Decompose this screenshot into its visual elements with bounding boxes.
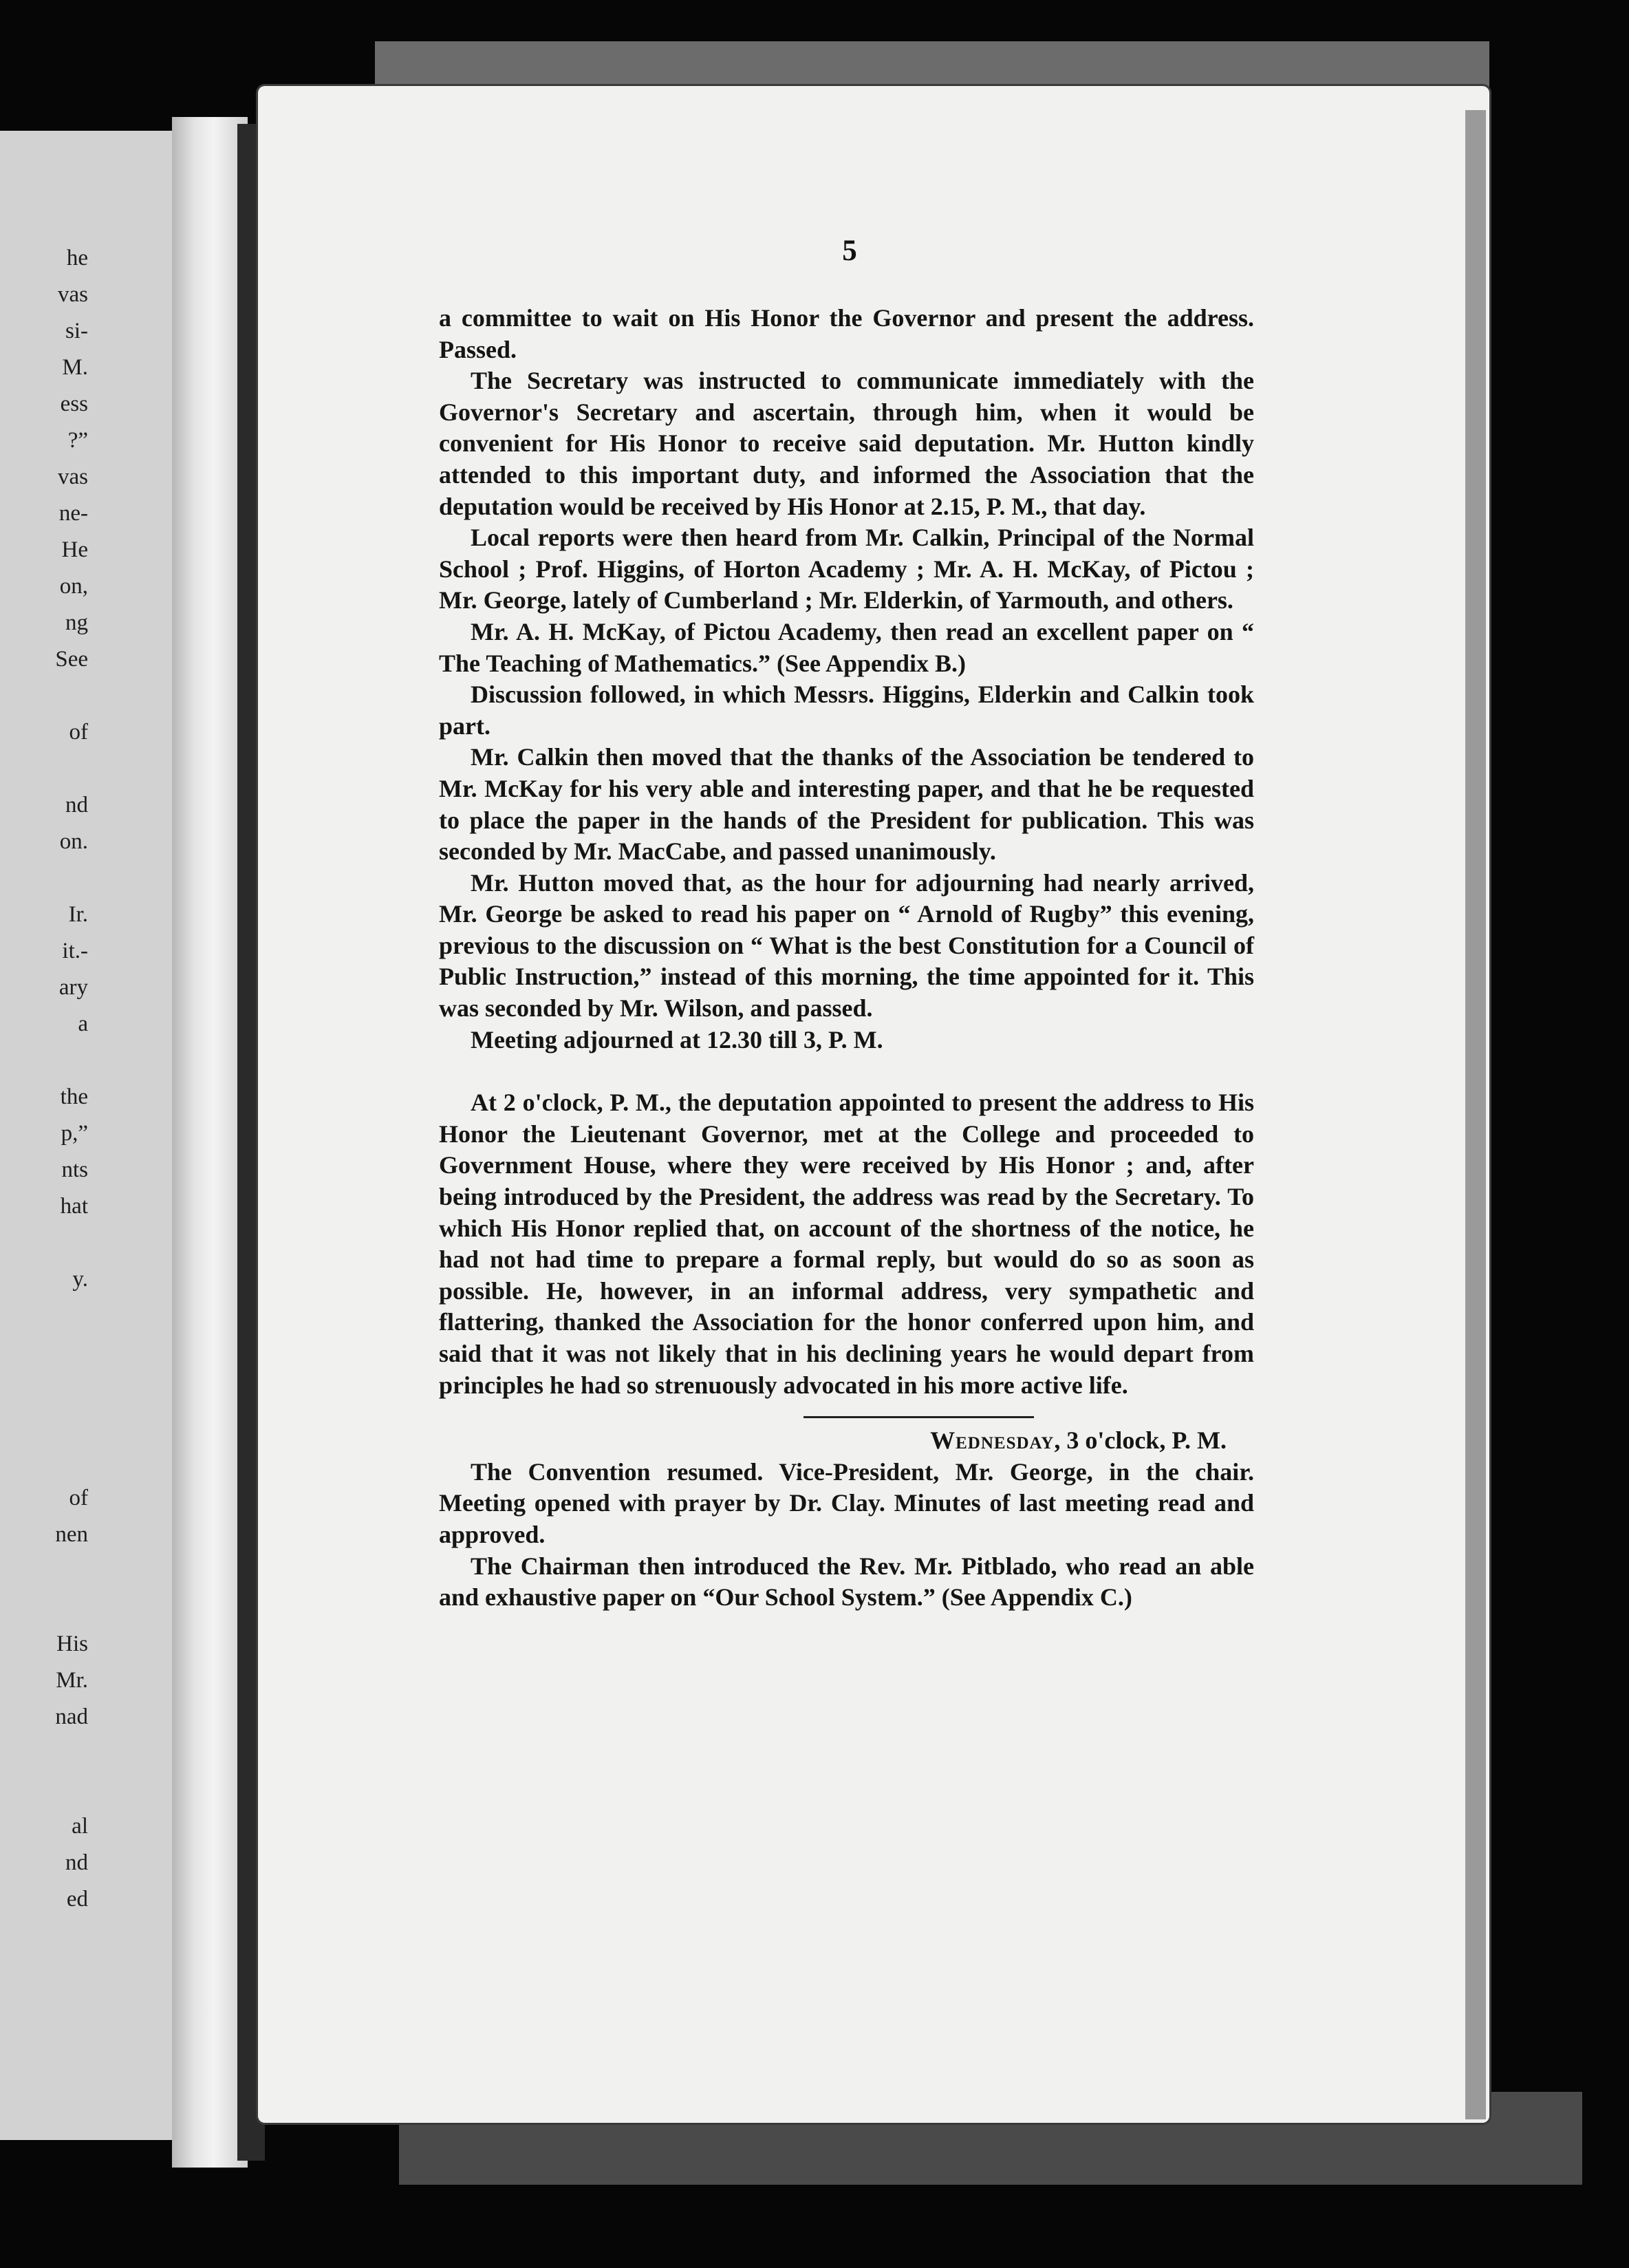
page-edge-shadow — [1465, 110, 1486, 2119]
paragraph-convention-resumed: The Convention resumed. Vice-President, Mr. George, in the chair. Meeting opened with prayer by Dr. Clay. Minutes of last meeting read and approved. — [439, 1457, 1254, 1548]
paragraph-local-reports: Local reports were then heard from Mr. Calkin, Principal of the Normal School ; Prof. Higgins, of Horton Academy ; Mr. A. H. McKay, of Pictou ; Mr. George, lately of Cumberland ; Mr. Elderkin, of Yarmouth, and others. — [439, 524, 1254, 614]
page-body — [439, 303, 1254, 1614]
paragraph-hutton-motion: Mr. Hutton moved that, as the hour for adjourning had nearly arrived, Mr. George be asked to read his paper on “ Arnold of Rugby” this evening, previous to the discussion on “ What is the best Constitution for a Council of Public Instruction,” instead of this morning, the time appointed for it. This was seconded by Mr. Wilson, and passed. — [439, 868, 1254, 1023]
paragraph-adjourned: Meeting adjourned at 12.30 till 3, P. M. — [471, 1025, 883, 1053]
session-day: Wednesday — [930, 1426, 1055, 1455]
paragraph-pitblado-paper: The Chairman then introduced the Rev. Mr. Pitblado, who read an able and exhaustive paper on “Our School System.” (See Appendix C.) — [439, 1552, 1254, 1612]
facing-page-text-fragments: he vas si- M. ess ?” vas ne- He on, ng See of nd on. Ir. it.- ary a the p,” nts hat y. of nen His Mr. nad al nd ed — [55, 246, 88, 1912]
paragraph-committee: a committee to wait on His Honor the Governor and present the address. Passed. — [439, 304, 1254, 363]
facing-page-edge — [0, 131, 199, 2140]
page-number: 5 — [842, 235, 857, 267]
session-heading — [439, 1425, 1254, 1457]
book-spine — [172, 117, 248, 2168]
paragraph-discussion: Discussion followed, in which Messrs. Higgins, Elderkin and Calkin took part. — [439, 681, 1254, 740]
paragraph-secretary-instructed: The Secretary was instructed to communicate immediately with the Governor's Secretary and ascertain, through him, when it would be convenient for His Honor to receive said deputation. Mr. Hutton kindly attended to this important duty, and informed the Association that the deputation would be received by His Honor at 2.15, P. M., that day. — [439, 367, 1254, 520]
paragraph-mckay-paper: Mr. A. H. McKay, of Pictou Academy, then read an excellent paper on “ The Teaching of Mathematics.” (See Appendix B.) — [439, 617, 1254, 677]
paragraph-thanks-motion: Mr. Calkin then moved that the thanks of the Association be tendered to Mr. McKay for his very able and interesting paper, and that he be requested to place the paper in the hands of the President for publication. This was seconded by Mr. MacCabe, and passed unanimously. — [439, 743, 1254, 866]
paragraph-deputation: At 2 o'clock, P. M., the deputation appointed to present the address to His Honor the Lieutenant Governor, met at the College and proceeded to Government House, where they were received by His Honor ; and, after being introduced by the President, the address was read by the Secretary. To which His Honor replied that, on account of the shortness of the notice, he had not had time to prepare a formal reply, but would do so as soon as possible. He, however, in an informal address, very sympathetic and flattering, thanked the Association for the honor conferred upon him, and said that it was not likely that in his declining years he would depart from principles he had so strenuously advocated in his more active life. — [439, 1089, 1254, 1399]
session-time: , 3 o'clock, P. M. — [1054, 1426, 1227, 1455]
section-divider — [803, 1416, 1034, 1418]
